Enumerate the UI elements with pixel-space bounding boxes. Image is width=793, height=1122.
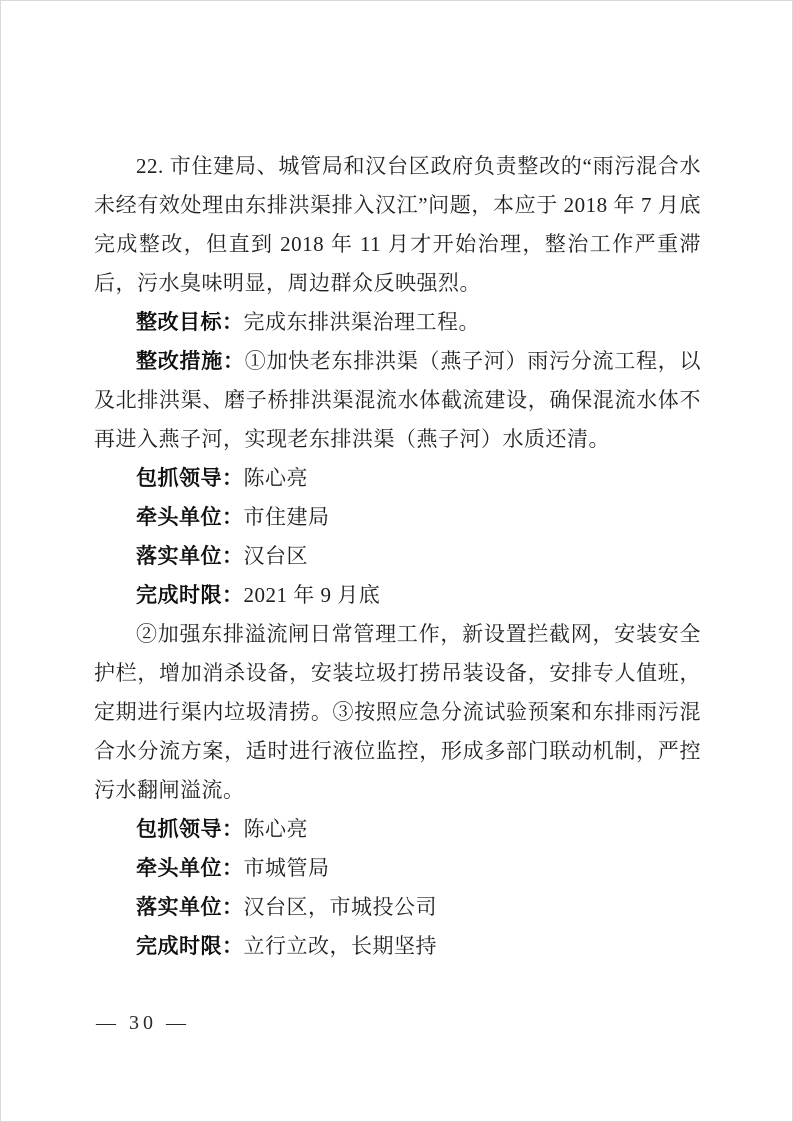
field-value: 2021 年 9 月底 — [243, 583, 381, 607]
body-text: ①加快老东排洪渠（燕子河）雨污分流工程，以及北排洪渠、磨子桥排洪渠混流水体截流建设，确保混流水体不再进入燕子河，实现老东排洪渠（燕子河）水质还清。 — [94, 349, 702, 451]
field-label: 包抓领导： — [136, 818, 244, 841]
field-value: 立行立改，长期坚持 — [243, 934, 437, 958]
body-text: ②加强东排溢流闸日常管理工作，新设置拦截网，安装安全护栏，增加消杀设备，安装垃圾打捞吊装设备，安排专人值班，定期进行渠内垃圾清捞。③按照应急分流试验预案和东排雨污混合水分流方案，适时进行液位监控，形成多部门联动机制，严控污水翻闸溢流。 — [94, 622, 701, 802]
field-value: 汉台区 — [243, 544, 308, 568]
paragraph-lead-unit-1 — [94, 498, 701, 537]
paragraph-deadline-1 — [94, 576, 701, 615]
paragraph-implementing-unit-2 — [94, 888, 701, 927]
paragraph-measures-continued — [94, 615, 701, 810]
field-label: 完成时限： — [136, 935, 244, 958]
field-value: 陈心亮 — [243, 466, 308, 490]
paragraph-issue-description — [94, 147, 701, 303]
paragraph-rectification-goal — [94, 303, 701, 342]
field-label: 整改措施： — [136, 350, 245, 373]
field-value: 汉台区，市城投公司 — [243, 895, 437, 919]
paragraph-implementing-unit-1 — [94, 537, 701, 576]
paragraph-lead-official-1 — [94, 459, 701, 498]
paragraph-lead-official-2 — [94, 810, 701, 849]
page-number: — 30 — — [96, 1012, 190, 1034]
field-value: 市住建局 — [243, 505, 330, 529]
field-label: 完成时限： — [136, 584, 244, 607]
field-label: 落实单位： — [136, 545, 244, 568]
field-label: 牵头单位： — [136, 857, 244, 880]
paragraph-deadline-2 — [94, 927, 701, 966]
body-text: 22. 市住建局、城管局和汉台区政府负责整改的“雨污混合水未经有效处理由东排洪渠排入汉江”问题，本应于 2018 年 7 月底完成整改，但直到 2018 年 11 月才开始治理，整治工作严重滞后，污水臭味明显，周边群众反映强烈。 — [94, 154, 701, 295]
field-label: 落实单位： — [136, 896, 244, 919]
field-value: 市城管局 — [243, 856, 330, 880]
field-label: 整改目标： — [136, 311, 244, 334]
field-value: 陈心亮 — [243, 817, 308, 841]
document-body — [94, 147, 701, 966]
paragraph-rectification-measures — [94, 342, 701, 459]
field-label: 包抓领导： — [136, 467, 244, 490]
field-label: 牵头单位： — [136, 506, 244, 529]
field-value: 完成东排洪渠治理工程。 — [243, 310, 480, 334]
paragraph-lead-unit-2 — [94, 849, 701, 888]
